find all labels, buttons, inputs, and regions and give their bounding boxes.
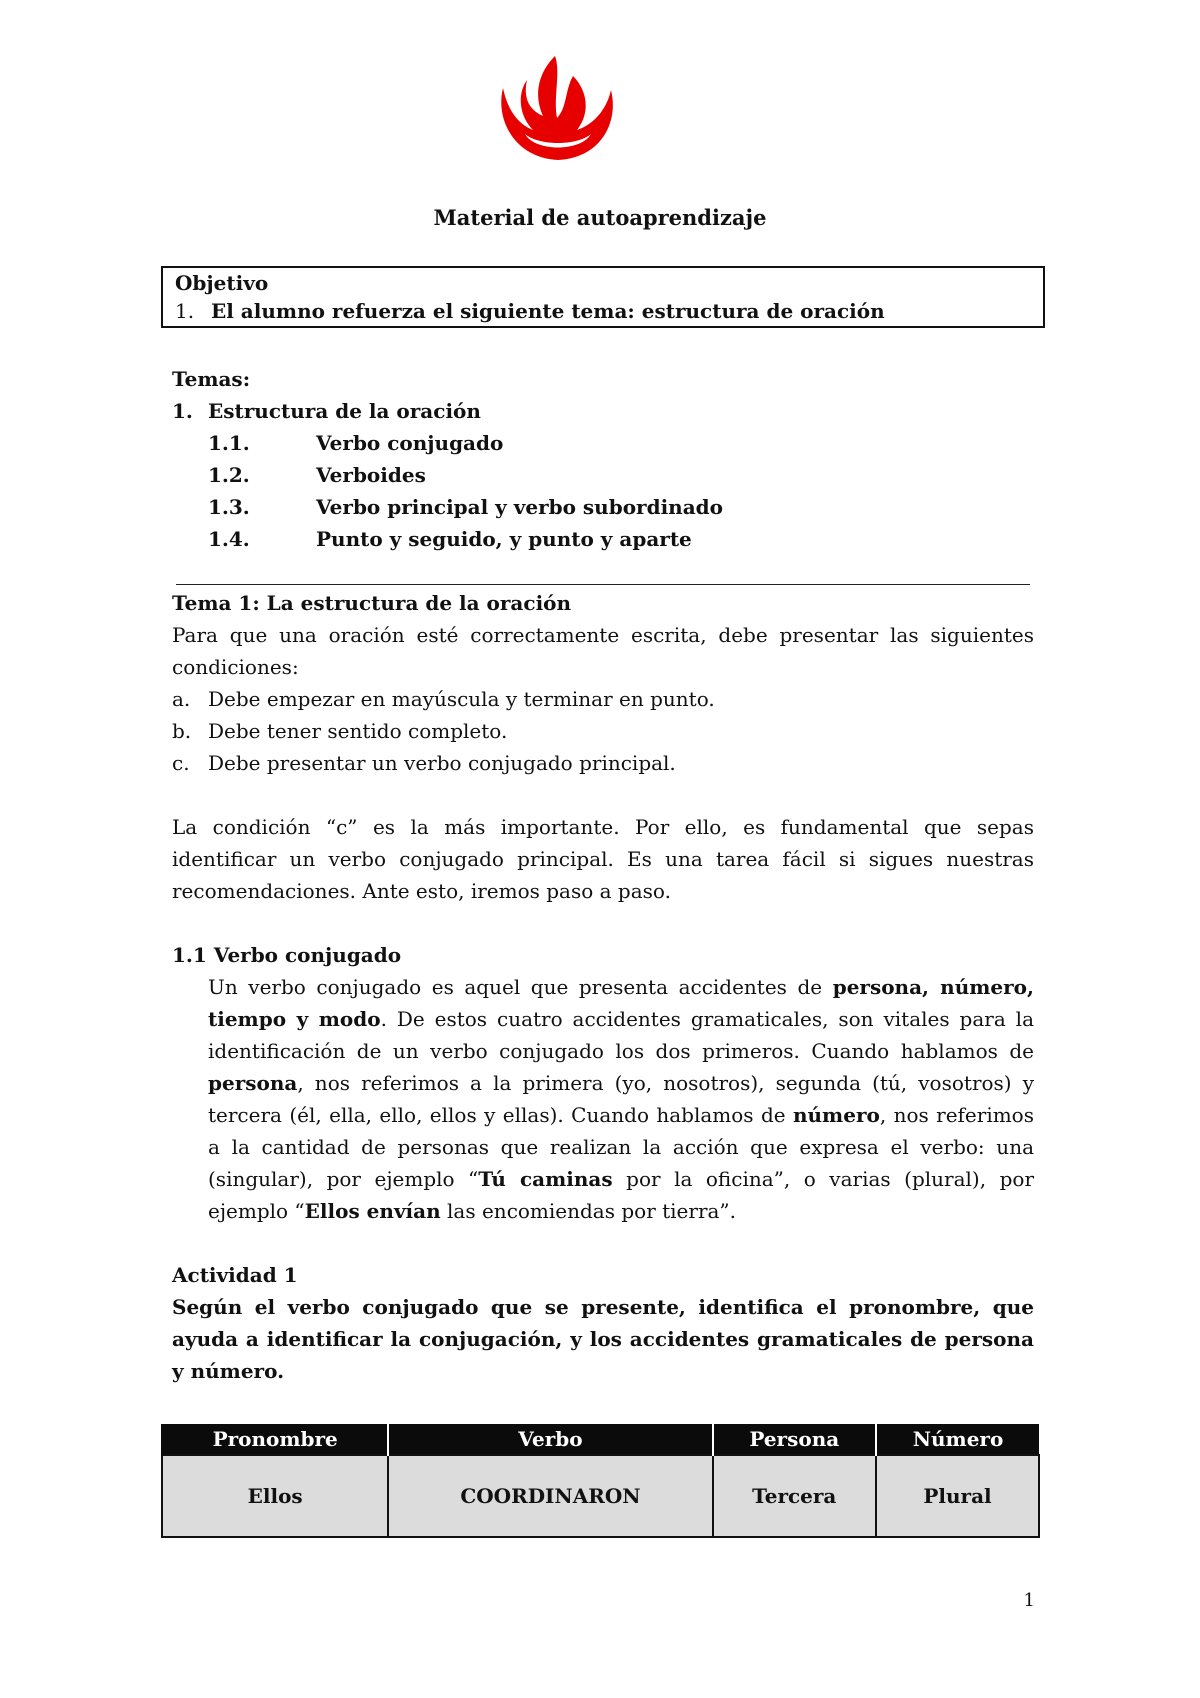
- para-bold: persona, número, tiempo y modo: [208, 975, 1034, 1031]
- objective-label: Objetivo: [175, 271, 269, 295]
- condition-letter: a.: [172, 687, 191, 711]
- table-cell: COORDINARON: [388, 1455, 712, 1537]
- activity-table: [161, 1424, 1040, 1538]
- topic-sub-label: Verbo conjugado: [316, 431, 504, 455]
- objective-item-number: 1.: [175, 299, 195, 323]
- table-header-cell: Persona: [713, 1424, 876, 1455]
- objective-item-text: El alumno refuerza el siguiente tema: estructura de oración: [211, 299, 885, 323]
- para-text: por la oficina”, o varias (plural), por ejemplo “: [208, 1167, 1034, 1223]
- topic-sub-item: [208, 495, 1046, 519]
- condition-text: Debe tener sentido completo.: [208, 719, 508, 743]
- activity-instruction-text: Según el verbo conjugado que se presente, identifica el pronombre, que ayuda a identificar la conjugación, y los accidentes gramaticales de persona y número.: [172, 1295, 1034, 1383]
- para-text: Un verbo conjugado es aquel que presenta accidentes de: [208, 975, 833, 999]
- condition-letter: b.: [172, 719, 192, 743]
- condition-item: [172, 719, 507, 743]
- para-bold: Ellos envían: [304, 1199, 441, 1223]
- table-header-cell: Número: [876, 1424, 1039, 1455]
- upc-logo: [495, 50, 621, 166]
- condition-item: [172, 751, 676, 775]
- topic-main: [172, 399, 1046, 423]
- table-cell: Ellos: [162, 1455, 388, 1537]
- condition-text: Debe presentar un verbo conjugado principal.: [208, 751, 676, 775]
- para-bold: número: [792, 1103, 880, 1127]
- topic-sub-number: 1.4.: [208, 527, 250, 551]
- tema1-heading: Tema 1: La estructura de la oración: [172, 591, 572, 615]
- topics-heading: Temas:: [172, 367, 251, 391]
- section-1-1-paragraph: [208, 971, 1034, 1227]
- topic-sub-number: 1.3.: [208, 495, 250, 519]
- table-row: [162, 1455, 1039, 1537]
- para-text: . De estos cuatro accidentes gramaticales, son vitales para la identificación de un verbo conjugado los dos primeros. Cuando hablamos de: [208, 1007, 1035, 1063]
- table-header-row: [162, 1424, 1039, 1455]
- topic-sub-item: [208, 527, 1046, 551]
- topic-sub-label: Verbo principal y verbo subordinado: [316, 495, 723, 519]
- section-divider: [176, 584, 1030, 585]
- objective-item: [175, 299, 885, 323]
- condition-item: [172, 687, 715, 711]
- topic-main-label: Estructura de la oración: [208, 399, 481, 423]
- condition-letter: c.: [172, 751, 190, 775]
- tema1-note: [172, 811, 1034, 907]
- topic-sub-label: Punto y seguido, y punto y aparte: [316, 527, 692, 551]
- topic-sub-item: [208, 463, 1046, 487]
- objective-box: [161, 266, 1045, 328]
- activity-instruction: [172, 1291, 1034, 1387]
- para-text: las encomiendas por tierra”.: [440, 1199, 737, 1223]
- tema1-intro-text: Para que una oración esté correctamente escrita, debe presentar las siguientes condiciones:: [172, 623, 1034, 679]
- activity-heading: Actividad 1: [172, 1263, 298, 1287]
- section-1-1-heading: 1.1 Verbo conjugado: [172, 943, 402, 967]
- table-header-cell: Verbo: [388, 1424, 712, 1455]
- document-title: Material de autoaprendizaje: [433, 205, 767, 230]
- topic-sub-number: 1.1.: [208, 431, 250, 455]
- topic-sub-item: [208, 431, 1046, 455]
- para-text: , nos referimos a la cantidad de personas que realizan la acción que expresa el verbo: una (singular), por ejemplo “: [208, 1103, 1034, 1191]
- table-cell: Tercera: [713, 1455, 876, 1537]
- topic-sub-label: Verboides: [316, 463, 426, 487]
- para-bold: Tú caminas: [478, 1167, 613, 1191]
- tema1-intro: [172, 619, 1034, 683]
- upc-flame-logo-icon: [495, 50, 621, 166]
- table-header-cell: Pronombre: [162, 1424, 388, 1455]
- para-text: , nos referimos a la primera (yo, nosotros), segunda (tú, vosotros) y tercera (él, ella, ello, ellos y ellas). Cuando hablamos de: [208, 1071, 1034, 1127]
- topic-sub-number: 1.2.: [208, 463, 250, 487]
- tema1-note-text: La condición “c” es la más importante. Por ello, es fundamental que sepas identificar un verbo conjugado principal. Es una tarea fácil si sigues nuestras recomendaciones. Ante esto, iremos paso a paso.: [172, 815, 1034, 903]
- page-number: 1: [1023, 1590, 1035, 1611]
- condition-text: Debe empezar en mayúscula y terminar en punto.: [208, 687, 715, 711]
- para-bold: persona: [208, 1071, 298, 1095]
- topic-main-number: 1.: [172, 399, 193, 423]
- table-cell: Plural: [876, 1455, 1039, 1537]
